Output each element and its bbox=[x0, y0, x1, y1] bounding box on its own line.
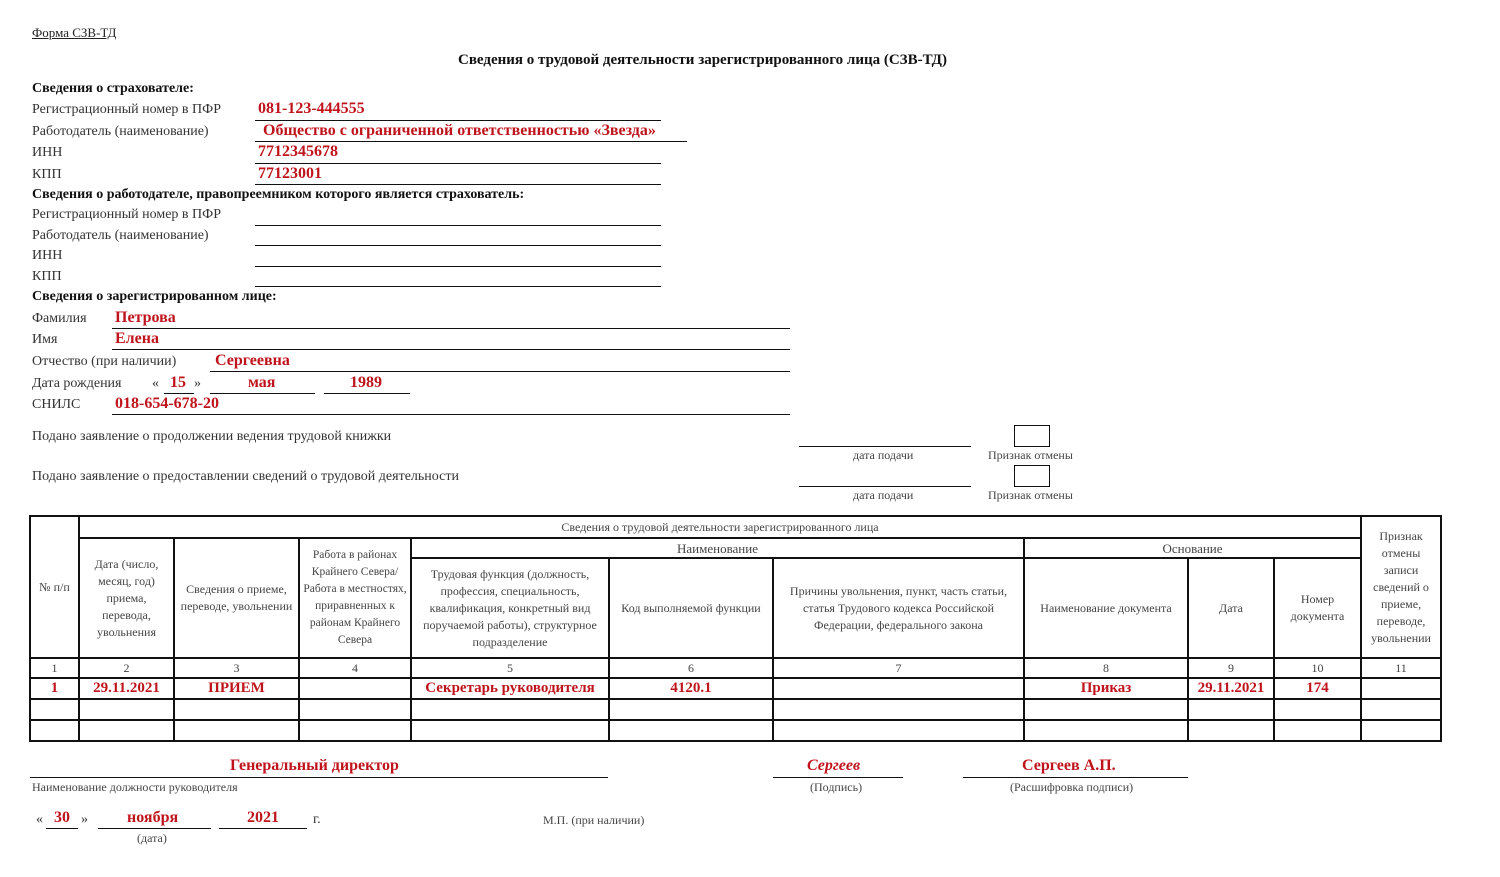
predecessor-kpp-field[interactable] bbox=[255, 286, 661, 287]
stamp-label: М.П. (при наличии) bbox=[543, 813, 645, 827]
col-code-header: Код выполняемой функции bbox=[609, 558, 773, 658]
empty-cell[interactable] bbox=[609, 720, 773, 741]
col-number: 10 bbox=[1274, 658, 1361, 678]
empty-cell[interactable] bbox=[1274, 720, 1361, 741]
col-doc-name-header: Наименование документа bbox=[1024, 558, 1188, 658]
underline bbox=[255, 141, 687, 142]
cell-doc-date[interactable]: 29.11.2021 bbox=[1188, 678, 1274, 699]
insurer-reg-value[interactable]: 081-123-444555 bbox=[258, 100, 365, 117]
cell-doc-name[interactable]: Приказ bbox=[1024, 678, 1188, 699]
predecessor-employer-field[interactable] bbox=[255, 245, 661, 246]
footer-day[interactable]: 30 bbox=[54, 809, 70, 826]
cell-function[interactable]: Секретарь руководителя bbox=[411, 678, 609, 699]
col-number: 1 bbox=[30, 658, 79, 678]
signature-value[interactable]: Сергеев bbox=[807, 757, 861, 774]
predecessor-reg-label: Регистрационный номер в ПФР bbox=[32, 207, 221, 222]
predecessor-reg-field[interactable] bbox=[255, 225, 661, 226]
insurer-inn-value[interactable]: 7712345678 bbox=[258, 143, 338, 160]
birth-year[interactable]: 1989 bbox=[350, 374, 382, 391]
col-number: 11 bbox=[1361, 658, 1441, 678]
underline bbox=[255, 120, 661, 121]
table-main-header: Сведения о трудовой деятельности зарегистрированного лица bbox=[79, 516, 1361, 538]
col-number: 8 bbox=[1024, 658, 1188, 678]
empty-cell[interactable] bbox=[411, 720, 609, 741]
birth-day[interactable]: 15 bbox=[170, 374, 186, 391]
predecessor-inn-label: ИНН bbox=[32, 248, 63, 263]
insurer-inn-label: ИНН bbox=[32, 145, 63, 160]
birth-month[interactable]: мая bbox=[248, 374, 276, 391]
empty-cell[interactable] bbox=[773, 720, 1024, 741]
empty-cell[interactable] bbox=[1274, 699, 1361, 720]
underline bbox=[963, 777, 1188, 778]
form-code: Форма СЗВ-ТД bbox=[32, 25, 117, 40]
empty-cell[interactable] bbox=[1188, 699, 1274, 720]
date-caption: (дата) bbox=[137, 831, 167, 845]
underline bbox=[773, 777, 903, 778]
underline bbox=[255, 184, 661, 185]
col-info-header: Сведения о приеме, переводе, увольнении bbox=[174, 538, 299, 658]
surname-value[interactable]: Петрова bbox=[115, 309, 176, 326]
page-title: Сведения о трудовой деятельности зарегистрированного лица (СЗВ-ТД) bbox=[458, 52, 947, 68]
empty-cell[interactable] bbox=[411, 699, 609, 720]
col-number: 4 bbox=[299, 658, 411, 678]
provide-info-date-field[interactable] bbox=[799, 486, 971, 487]
insurer-employer-value[interactable]: Общество с ограниченной ответственностью «Звезда» bbox=[263, 122, 656, 139]
continue-book-label: Подано заявление о продолжении ведения трудовой книжки bbox=[32, 429, 392, 444]
col-number: 5 bbox=[411, 658, 609, 678]
decode-label: (Расшифровка подписи) bbox=[1010, 780, 1134, 794]
snils-value[interactable]: 018-654-678-20 bbox=[115, 395, 219, 412]
empty-cell[interactable] bbox=[1024, 699, 1188, 720]
predecessor-employer-label: Работодатель (наименование) bbox=[32, 228, 209, 243]
col-date-header: Дата (число, месяц, год) приема, перевода, увольнения bbox=[79, 538, 174, 658]
insurer-kpp-label: КПП bbox=[32, 167, 62, 182]
decode-value[interactable]: Сергеев А.П. bbox=[1022, 757, 1116, 774]
underline bbox=[324, 393, 410, 394]
empty-cell[interactable] bbox=[1024, 720, 1188, 741]
position-value[interactable]: Генеральный директор bbox=[230, 757, 399, 774]
underline bbox=[164, 393, 194, 394]
group-name-header: Наименование bbox=[411, 538, 1024, 558]
quote-close: » bbox=[81, 812, 88, 827]
date-label: дата подачи bbox=[853, 488, 914, 502]
insurer-kpp-value[interactable]: 77123001 bbox=[258, 165, 322, 182]
col-number: 3 bbox=[174, 658, 299, 678]
empty-cell[interactable] bbox=[79, 699, 174, 720]
table-row bbox=[30, 720, 1441, 741]
col-north-header: Работа в районах Крайнего Севера/Работа в местностях, приравненных к районам Крайнего Севера bbox=[299, 538, 411, 658]
col-reason-header: Причины увольнения, пункт, часть статьи, статья Трудового кодекса Российской Федерации, федерального закона bbox=[773, 558, 1024, 658]
empty-cell[interactable] bbox=[299, 699, 411, 720]
cancel-label: Признак отмены bbox=[988, 488, 1073, 502]
cell-info[interactable]: ПРИЕМ bbox=[174, 678, 299, 699]
col-doc-date-header: Дата bbox=[1188, 558, 1274, 658]
col-number: 9 bbox=[1188, 658, 1274, 678]
underline bbox=[112, 328, 790, 329]
labor-activity-table bbox=[29, 515, 1442, 742]
underline bbox=[112, 414, 790, 415]
underline bbox=[210, 371, 790, 372]
quote-open: « bbox=[152, 376, 159, 391]
group-basis-header: Основание bbox=[1024, 538, 1361, 558]
footer-month[interactable]: ноября bbox=[127, 809, 179, 826]
insurer-heading: Сведения о страхователе: bbox=[32, 81, 194, 96]
cancel-label: Признак отмены bbox=[988, 448, 1073, 462]
col-num-header: № п/п bbox=[30, 516, 79, 658]
signature-label: (Подпись) bbox=[810, 780, 863, 794]
underline bbox=[46, 828, 78, 829]
empty-cell[interactable] bbox=[609, 699, 773, 720]
continue-book-date-field[interactable] bbox=[799, 446, 971, 447]
continue-book-cancel-checkbox[interactable] bbox=[1014, 425, 1050, 447]
predecessor-kpp-label: КПП bbox=[32, 269, 62, 284]
footer-year[interactable]: 2021 bbox=[247, 809, 279, 826]
predecessor-inn-field[interactable] bbox=[255, 266, 661, 267]
name-label: Имя bbox=[32, 332, 58, 347]
cell-num[interactable]: 1 bbox=[30, 678, 79, 699]
table-row bbox=[30, 678, 1441, 699]
empty-cell[interactable] bbox=[299, 720, 411, 741]
empty-cell[interactable] bbox=[174, 699, 299, 720]
cell-code[interactable]: 4120.1 bbox=[609, 678, 773, 699]
empty-cell[interactable] bbox=[174, 720, 299, 741]
predecessor-heading: Сведения о работодателе, правопреемником которого является страхователь: bbox=[32, 187, 525, 202]
person-heading: Сведения о зарегистрированном лице: bbox=[32, 289, 277, 304]
empty-cell[interactable] bbox=[30, 720, 79, 741]
col-function-header: Трудовая функция (должность, профессия, специальность, квалификация, конкретный вид поручаемой работы), структурное подразделение bbox=[411, 558, 609, 658]
quote-close: » bbox=[194, 376, 201, 391]
snils-label: СНИЛС bbox=[32, 397, 81, 412]
underline bbox=[255, 163, 661, 164]
year-suffix: г. bbox=[313, 812, 321, 827]
col-doc-num-header: Номер документа bbox=[1274, 558, 1361, 658]
quote-open: « bbox=[36, 812, 43, 827]
empty-cell[interactable] bbox=[1361, 720, 1441, 741]
cell-doc-num[interactable]: 174 bbox=[1274, 678, 1361, 699]
empty-cell[interactable] bbox=[79, 720, 174, 741]
col-number: 2 bbox=[79, 658, 174, 678]
col-number: 6 bbox=[609, 658, 773, 678]
cell-reason[interactable] bbox=[773, 678, 1024, 699]
insurer-employer-label: Работодатель (наименование) bbox=[32, 124, 209, 139]
patronymic-value[interactable]: Сергеевна bbox=[215, 352, 290, 369]
provide-info-cancel-checkbox[interactable] bbox=[1014, 465, 1050, 487]
cell-date[interactable]: 29.11.2021 bbox=[79, 678, 174, 699]
birth-label: Дата рождения bbox=[32, 376, 122, 391]
cell-cancel[interactable] bbox=[1361, 678, 1441, 699]
empty-cell[interactable] bbox=[30, 699, 79, 720]
underline bbox=[112, 349, 790, 350]
position-label: Наименование должности руководителя bbox=[32, 780, 238, 794]
underline bbox=[30, 777, 608, 778]
table-row bbox=[30, 699, 1441, 720]
col-cancel-header: Признак отмены записи сведений о приеме, переводе, увольнении bbox=[1361, 516, 1441, 658]
empty-cell[interactable] bbox=[1361, 699, 1441, 720]
empty-cell[interactable] bbox=[773, 699, 1024, 720]
empty-cell[interactable] bbox=[1188, 720, 1274, 741]
col-number: 7 bbox=[773, 658, 1024, 678]
underline bbox=[219, 828, 307, 829]
underline bbox=[210, 393, 315, 394]
underline bbox=[98, 828, 211, 829]
date-label: дата подачи bbox=[853, 448, 914, 462]
insurer-reg-label: Регистрационный номер в ПФР bbox=[32, 102, 221, 117]
name-value[interactable]: Елена bbox=[115, 330, 159, 347]
surname-label: Фамилия bbox=[32, 311, 87, 326]
cell-north[interactable] bbox=[299, 678, 411, 699]
provide-info-label: Подано заявление о предоставлении сведений о трудовой деятельности bbox=[32, 469, 459, 484]
patronymic-label: Отчество (при наличии) bbox=[32, 354, 177, 369]
